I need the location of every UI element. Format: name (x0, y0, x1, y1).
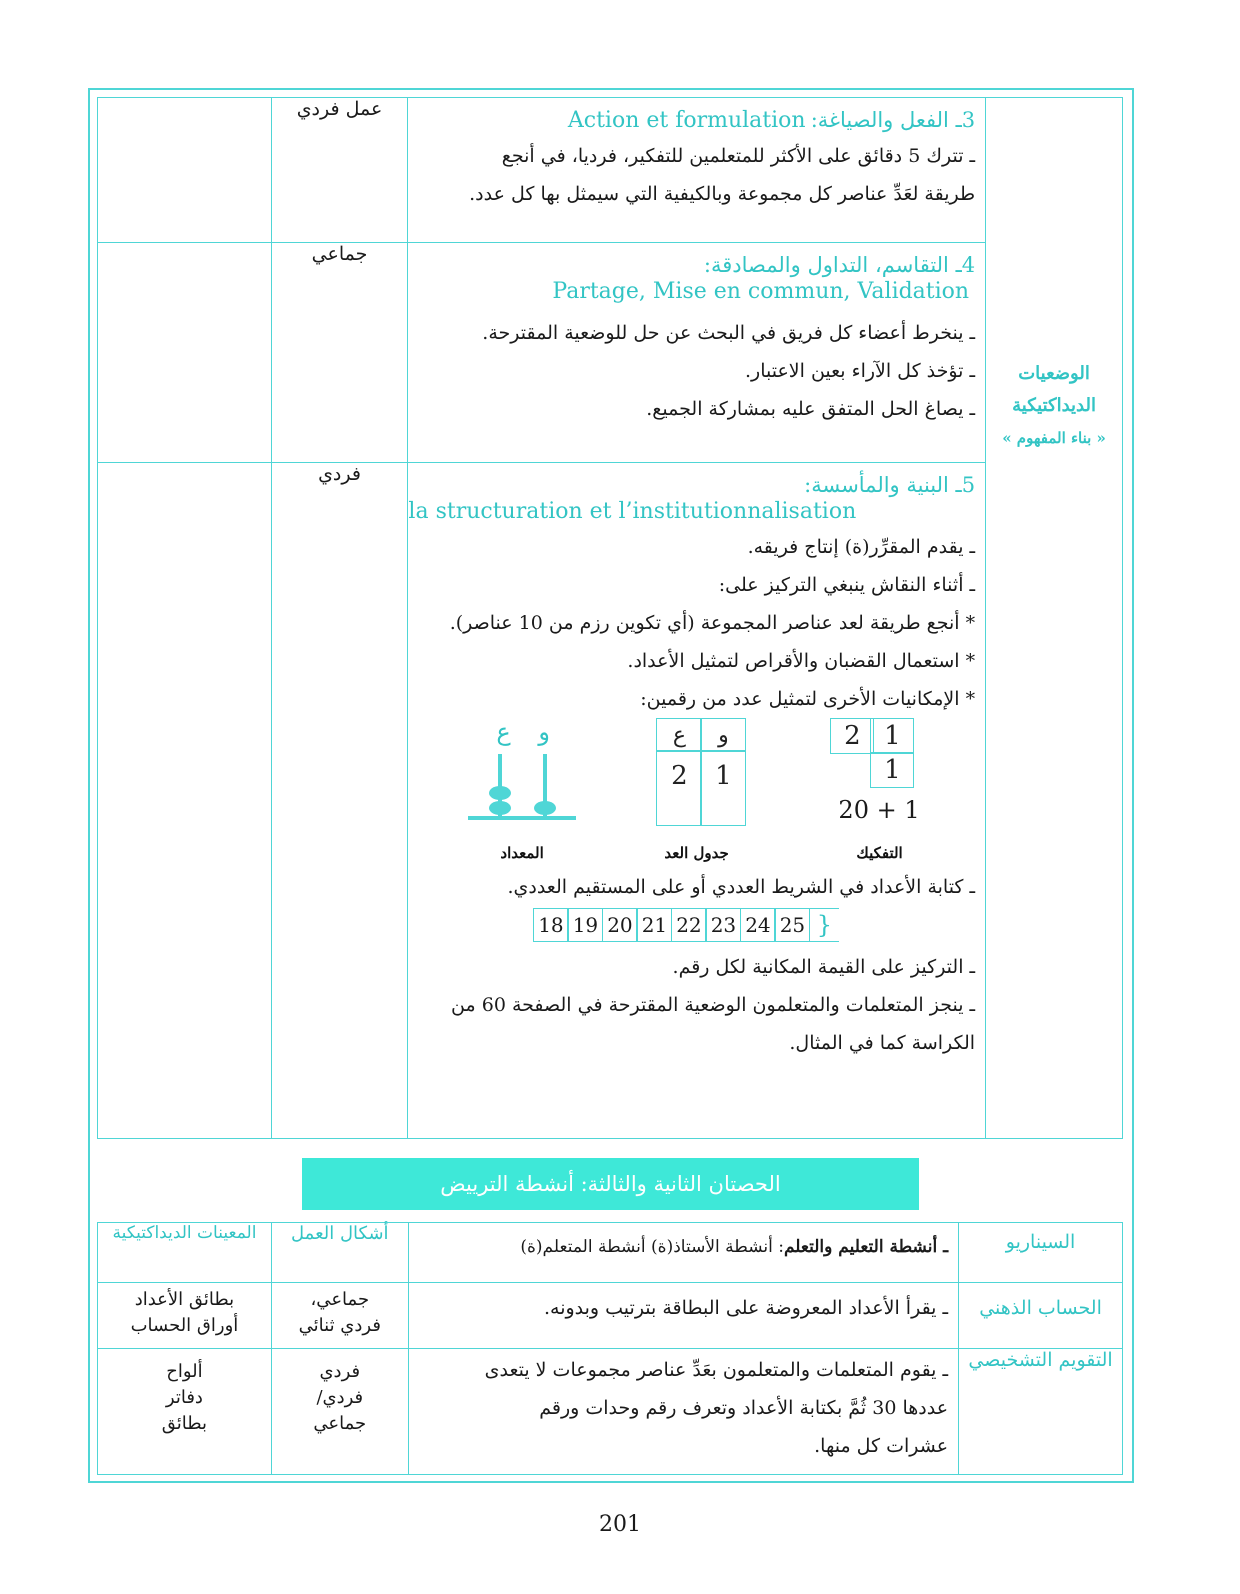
table-value-units: 1 (700, 750, 746, 826)
content-line: * الإمكانيات الأخرى لتمثيل عدد من رقمين: (640, 688, 976, 710)
content-line: ـ ينخرط أعضاء كل فريق في البحث عن حل للوضعية المقترحة. (482, 322, 976, 344)
work-form-item: فردي ثنائي (298, 1315, 381, 1336)
header-activities (408, 1223, 958, 1283)
section-banner: الحصتان الثانية والثالثة: أنشطة الترييض (302, 1158, 919, 1210)
aids-cell (98, 243, 272, 463)
number-line-cell: 19 (567, 908, 603, 942)
section-heading-ar: 3ـ الفعل والصياغة: (810, 108, 976, 132)
aids-cell (98, 1349, 272, 1475)
decomp-units-bottom: 1 (870, 752, 914, 788)
number-line-cell: 18 (533, 908, 569, 942)
header-work-forms: أشكال العمل (271, 1223, 408, 1283)
abacus-units-header: و (538, 718, 551, 746)
content-line: ـ يقدم المقرِّر(ة) إنتاج فريقه. (747, 536, 976, 558)
work-form: عمل فردي (296, 98, 383, 120)
aid-item: بطائق الأعداد (134, 1289, 235, 1310)
abacus-tens-header: ع (496, 718, 511, 746)
decomp-tens: 2 (830, 718, 874, 754)
table-header-row (98, 1223, 1123, 1283)
abacus-bead (489, 801, 511, 815)
work-form-item: فردي (319, 1361, 361, 1382)
content-cell (408, 463, 986, 1139)
content-line: ـ ينجز المتعلمات والمتعلمون الوضعية المقترحة في الصفحة 60 من (451, 994, 976, 1016)
table-row (98, 98, 1123, 243)
number-line-cell: 20 (602, 908, 638, 942)
content-line: الكراسة كما في المثال. (789, 1032, 976, 1054)
table-value-tens: 2 (656, 750, 702, 826)
work-form: فردي (318, 463, 361, 485)
number-table-label: جدول العد (664, 844, 729, 862)
abacus-bead (534, 801, 556, 815)
decomp-units: 1 (870, 718, 914, 754)
work-form-item: جماعي، (310, 1289, 370, 1310)
activity-line: عشرات كل منها. (814, 1435, 949, 1457)
number-line-cell: 25 (774, 908, 810, 942)
scenario-cell: التقويم التشخيصي (959, 1349, 1123, 1475)
section-heading-fr: la structuration et l’institutionnalisation (408, 499, 857, 524)
aids-cell (98, 98, 272, 243)
number-line-cell: 24 (740, 908, 776, 942)
table-header-tens: ع (656, 718, 702, 752)
scenario-cell: الحساب الذهني (959, 1283, 1123, 1349)
number-line-cell: 21 (636, 908, 672, 942)
abacus-label: المعداد (500, 844, 544, 862)
content-line: ـ تؤخذ كل الآراء بعين الاعتبار. (744, 360, 976, 382)
side-label-line: الوضعيات (1018, 363, 1090, 384)
lesson-table (97, 97, 1123, 1139)
abacus-base (468, 816, 576, 820)
number-line (408, 908, 985, 942)
section-heading-fr: Action et formulation (567, 108, 806, 133)
work-form-cell (271, 243, 408, 463)
table-row (98, 243, 1123, 463)
page-number: 201 (599, 1512, 641, 1537)
aids-cell (98, 1283, 272, 1349)
content-line: ـ التركيز على القيمة المكانية لكل رقم. (672, 956, 976, 978)
abacus-bead (489, 786, 511, 800)
work-form-item: جماعي (313, 1413, 367, 1434)
side-label-line: « بناء المفهوم » (1002, 429, 1106, 447)
aid-item: ألواح (166, 1361, 203, 1382)
activity-line: عددها 30 ثُمَّ بكتابة الأعداد وتعرف رقم وحدات ورقم (539, 1397, 949, 1419)
content-line: طريقة لعَدِّ عناصر كل مجموعة وبالكيفية التي سيمثل بها كل عدد. (469, 183, 976, 205)
work-form-cell (271, 463, 408, 1139)
number-line-cell: 22 (671, 908, 707, 942)
content-line: * أنجع طريقة لعد عناصر المجموعة (أي تكوين رزم من 10 عناصر). (449, 612, 976, 634)
activity-cell (408, 1349, 958, 1475)
work-form: جماعي (311, 243, 368, 265)
work-form-cell (271, 1283, 408, 1349)
content-line: ـ أثناء النقاش ينبغي التركيز على: (718, 574, 976, 596)
content-cell (408, 98, 986, 243)
aid-item: دفاتر (165, 1387, 203, 1408)
activity-cell (408, 1283, 958, 1349)
section-heading-ar: 4ـ التقاسم، التداول والمصادقة: (703, 253, 976, 277)
content-cell (408, 243, 986, 463)
side-label-cell (986, 98, 1123, 1139)
activity-line: ـ يقرأ الأعداد المعروضة على البطاقة بترتيب وبدونه. (543, 1297, 949, 1319)
aid-item: أوراق الحساب (130, 1315, 239, 1336)
decomposition-label: التفكيك (856, 844, 903, 862)
work-form-cell (271, 1349, 408, 1475)
aid-item: بطائق (161, 1413, 208, 1434)
header-activities-bold: ـ أنشطة التعليم والتعلم (783, 1237, 949, 1257)
activities-table (97, 1222, 1123, 1475)
work-form-cell (271, 98, 408, 243)
activity-line: ـ يقوم المتعلمات والمتعلمون بعَدِّ عناصر مجموعات لا يتعدى (484, 1359, 949, 1381)
header-scenario: السيناريو (959, 1223, 1123, 1283)
header-aids: المعينات الديداكتيكية (98, 1223, 272, 1283)
content-line: ـ تترك 5 دقائق على الأكثر للمتعلمين للتفكير، فرديا، في أنجع (501, 145, 976, 167)
number-line-end: } (809, 908, 839, 942)
number-line-cell: 23 (705, 908, 741, 942)
content-line: * استعمال القضبان والأقراص لتمثيل الأعداد. (627, 650, 976, 672)
content-line: ـ يصاغ الحل المتفق عليه بمشاركة الجميع. (646, 398, 976, 420)
decomp-sum: 20 + 1 (838, 796, 920, 824)
table-row (98, 1349, 1123, 1475)
section-heading-fr: Partage, Mise en commun, Validation (552, 279, 970, 304)
content-line: ـ كتابة الأعداد في الشريط العددي أو على المستقيم العددي. (507, 876, 976, 898)
work-form-item: فردي/ (316, 1387, 364, 1408)
aids-cell (98, 463, 272, 1139)
table-row (98, 463, 1123, 1139)
header-activities-rest: : أنشطة الأستاذ(ة) أنشطة المتعلم(ة) (520, 1237, 784, 1257)
side-label-line: الديداكتيكية (1012, 395, 1096, 416)
section-heading-ar: 5ـ البنية والمأسسة: (804, 473, 976, 497)
number-representations (408, 718, 985, 868)
table-header-units: و (700, 718, 746, 752)
table-row (98, 1283, 1123, 1349)
